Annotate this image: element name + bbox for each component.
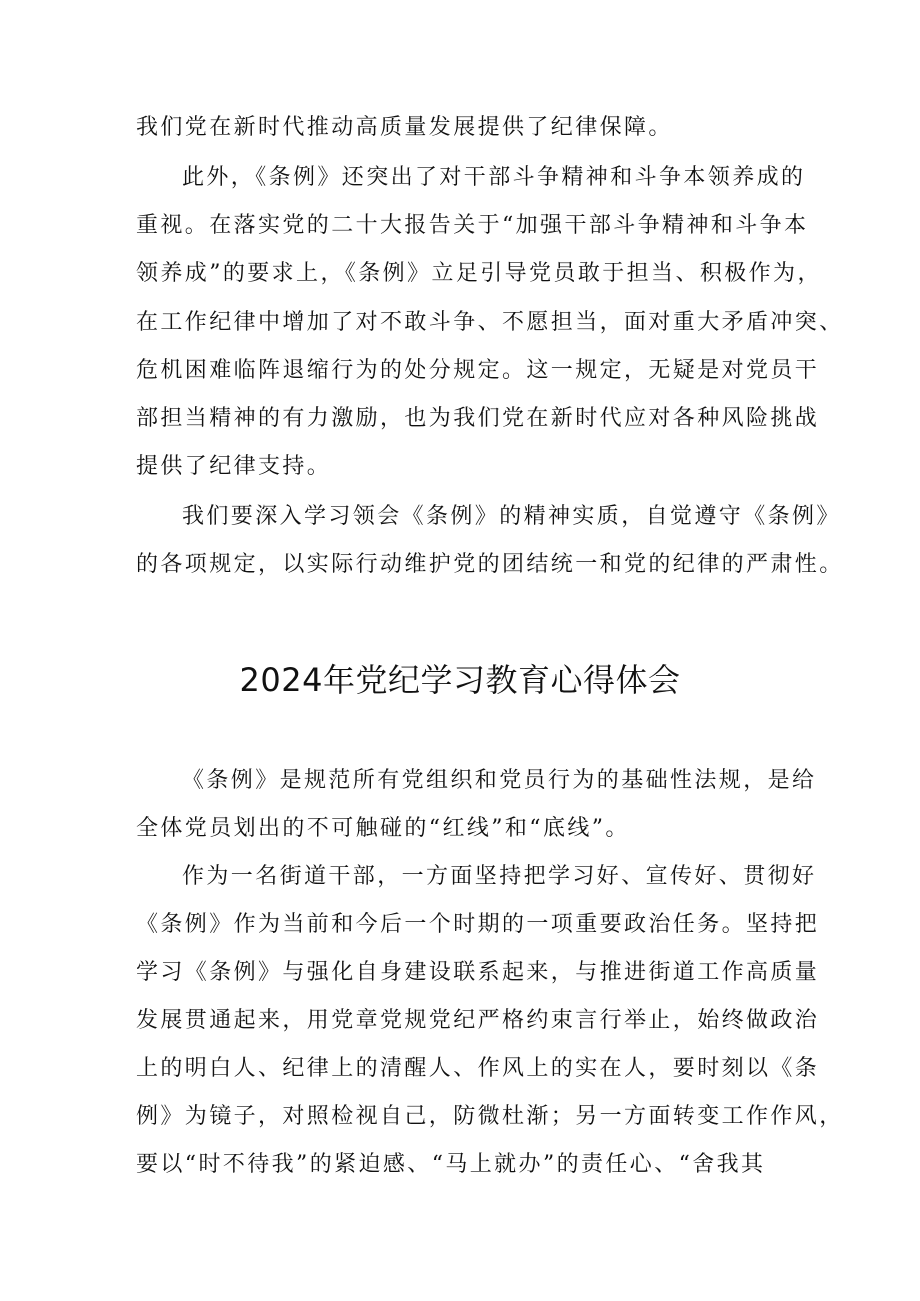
paragraph-line: 要以“时不待我”的紧迫感、“马上就办”的责任心、“舍我其 <box>136 1152 766 1177</box>
paragraph-line: 全体党员划出的不可触碰的“红线”和“底线”。 <box>136 816 630 841</box>
paragraph-line: 领养成”的要求上，《条例》立足引导党员敢于担当、积极作为， <box>136 261 822 286</box>
paragraph-line: 例》为镜子，对照检视自己，防微杜渐；另一方面转变工作作风， <box>136 1104 844 1129</box>
paragraph-line: 危机困难临阵退缩行为的处分规定。这一规定，无疑是对党员干 <box>136 358 820 383</box>
paragraph-line: 《条例》作为当前和今后一个时期的一项重要政治任务。坚持把 <box>136 912 820 937</box>
paragraph-line: 部担当精神的有力激励，也为我们党在新时代应对各种风险挑战 <box>136 406 820 431</box>
page-title: 2024年党纪学习教育心得体会 <box>239 661 681 699</box>
paragraph-line: 我们要深入学习领会《条例》的精神实质，自觉遵守《条例》 <box>182 504 841 529</box>
paragraph-line: 发展贯通起来，用党章党规党纪严格约束言行举止，始终做政治 <box>136 1008 820 1033</box>
paragraph-line: 我们党在新时代推动高质量发展提供了纪律保障。 <box>136 115 673 140</box>
paragraph-line: 此外，《条例》还突出了对干部斗争精神和斗争本领养成的 <box>182 165 806 190</box>
paragraph-line: 提供了纪律支持。 <box>136 454 332 479</box>
paragraph-line: 《条例》是规范所有党组织和党员行为的基础性法规，是给 <box>182 768 817 793</box>
paragraph-line: 重视。在落实党的二十大报告关于“加强干部斗争精神和斗争本 <box>136 213 809 238</box>
paragraph-line: 上的明白人、纪律上的清醒人、作风上的实在人，要时刻以《条 <box>136 1056 820 1081</box>
paragraph-line: 作为一名街道干部，一方面坚持把学习好、宣传好、贯彻好 <box>182 864 817 889</box>
paragraph-line: 学习《条例》与强化自身建设联系起来，与推进街道工作高质量 <box>136 960 820 985</box>
paragraph-line: 在工作纪律中增加了对不敢斗争、不愿担当，面对重大矛盾冲突、 <box>136 310 844 335</box>
paragraph-line: 的各项规定，以实际行动维护党的团结统一和党的纪律的严肃性。 <box>136 552 844 577</box>
